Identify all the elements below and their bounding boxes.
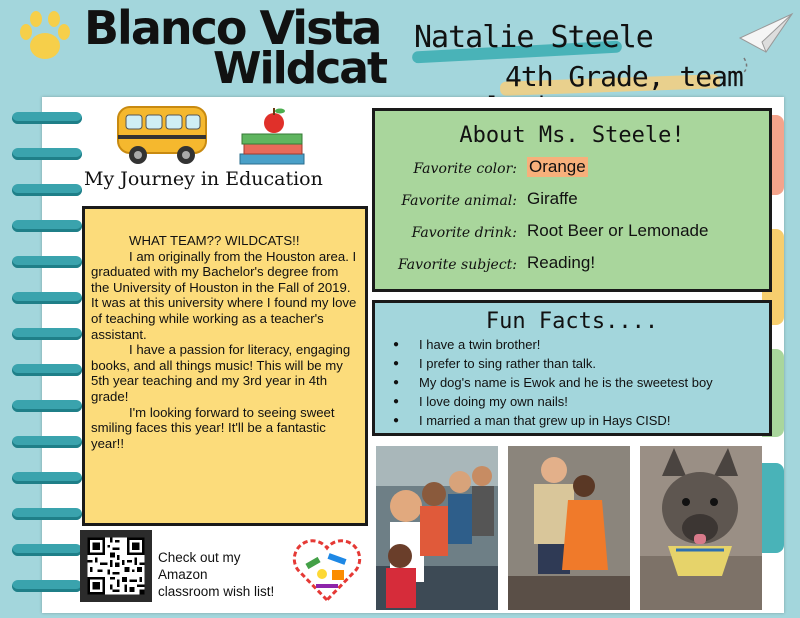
list-item: ● I have a twin brother! [419, 335, 713, 354]
spiral-ring [12, 508, 82, 520]
favorite-row [375, 253, 775, 279]
spiral-ring [12, 220, 82, 232]
list-item: ● My dog's name is Ewok and he is the sweetest boy [419, 373, 713, 392]
spiral-ring [12, 400, 82, 412]
group-photo [376, 446, 498, 610]
spiral-ring [12, 256, 82, 268]
couple-photo [508, 446, 630, 610]
school-supplies-heart-icon [290, 534, 364, 604]
story-paragraph: WHAT TEAM?? WILDCATS!! [129, 233, 300, 248]
story-paragraph: I'm looking forward to seeing sweet smiling faces this year! It'll be a fantastic year!! [91, 404, 335, 451]
journey-heading: My Journey in Education [84, 168, 323, 190]
school-bus-icon [116, 101, 212, 169]
spiral-ring [12, 328, 82, 340]
favorite-row [375, 189, 775, 215]
list-item: ● I prefer to sing rather than talk. [419, 354, 713, 373]
school-name-line2: Wildcat [213, 43, 386, 94]
spiral-ring [12, 472, 82, 484]
favorite-label: Favorite subject: [398, 257, 517, 273]
journey-story-box [82, 206, 368, 526]
spiral-ring [12, 112, 82, 124]
story-paragraph: I have a passion for literacy, engaging books, and all things music! This will be my 5th year teaching and my 3rd year in 4th grade! [91, 342, 351, 404]
spiral-ring [12, 364, 82, 376]
fun-facts-box [372, 300, 772, 436]
qr-code[interactable] [80, 530, 152, 602]
favorite-value: Root Beer or Lemonade [527, 221, 709, 240]
divider-tab-teal [762, 463, 784, 553]
paper-plane-icon [736, 8, 796, 78]
wishlist-line: classroom wish list! [158, 584, 275, 599]
spiral-ring [12, 184, 82, 196]
spiral-ring [12, 544, 82, 556]
teacher-name: Natalie Steele [414, 20, 653, 55]
fun-facts-list [375, 335, 713, 430]
wishlist-line: Amazon [158, 567, 208, 582]
spiral-ring [12, 580, 82, 592]
books-apple-icon [238, 106, 308, 168]
favorite-value: Orange [529, 157, 586, 176]
favorite-label: Favorite drink: [411, 225, 517, 241]
fun-facts-title: Fun Facts.... [485, 309, 659, 334]
favorite-row [375, 221, 775, 247]
story-paragraph: I am originally from the Houston area. I graduated with my Bachelor's degree from the University of Houston in the Fall of 2019. It was at this university where I found my love of teaching while working as a teacher's assistant. [91, 248, 357, 342]
favorite-label: Favorite animal: [401, 193, 517, 209]
wishlist-text[interactable] [158, 549, 274, 600]
teacher-grade: 4th Grade, team [505, 60, 743, 93]
paw-icon [14, 6, 76, 68]
favorite-value: Giraffe [527, 189, 578, 208]
about-box [372, 108, 772, 292]
school-name-line1: Blanco Vista [84, 1, 381, 55]
favorite-value: Reading! [527, 253, 596, 272]
spiral-ring [12, 148, 82, 160]
favorite-row [375, 157, 775, 183]
about-title: About Ms. Steele! [459, 123, 685, 148]
wishlist-line: Check out my [158, 550, 241, 565]
list-item: ● I married a man that grew up in Hays CISD! [419, 411, 713, 430]
dog-photo [640, 446, 762, 610]
spiral-ring [12, 292, 82, 304]
list-item: ● I love doing my own nails! [419, 392, 713, 411]
spiral-ring [12, 436, 82, 448]
favorite-label: Favorite color: [413, 161, 517, 177]
